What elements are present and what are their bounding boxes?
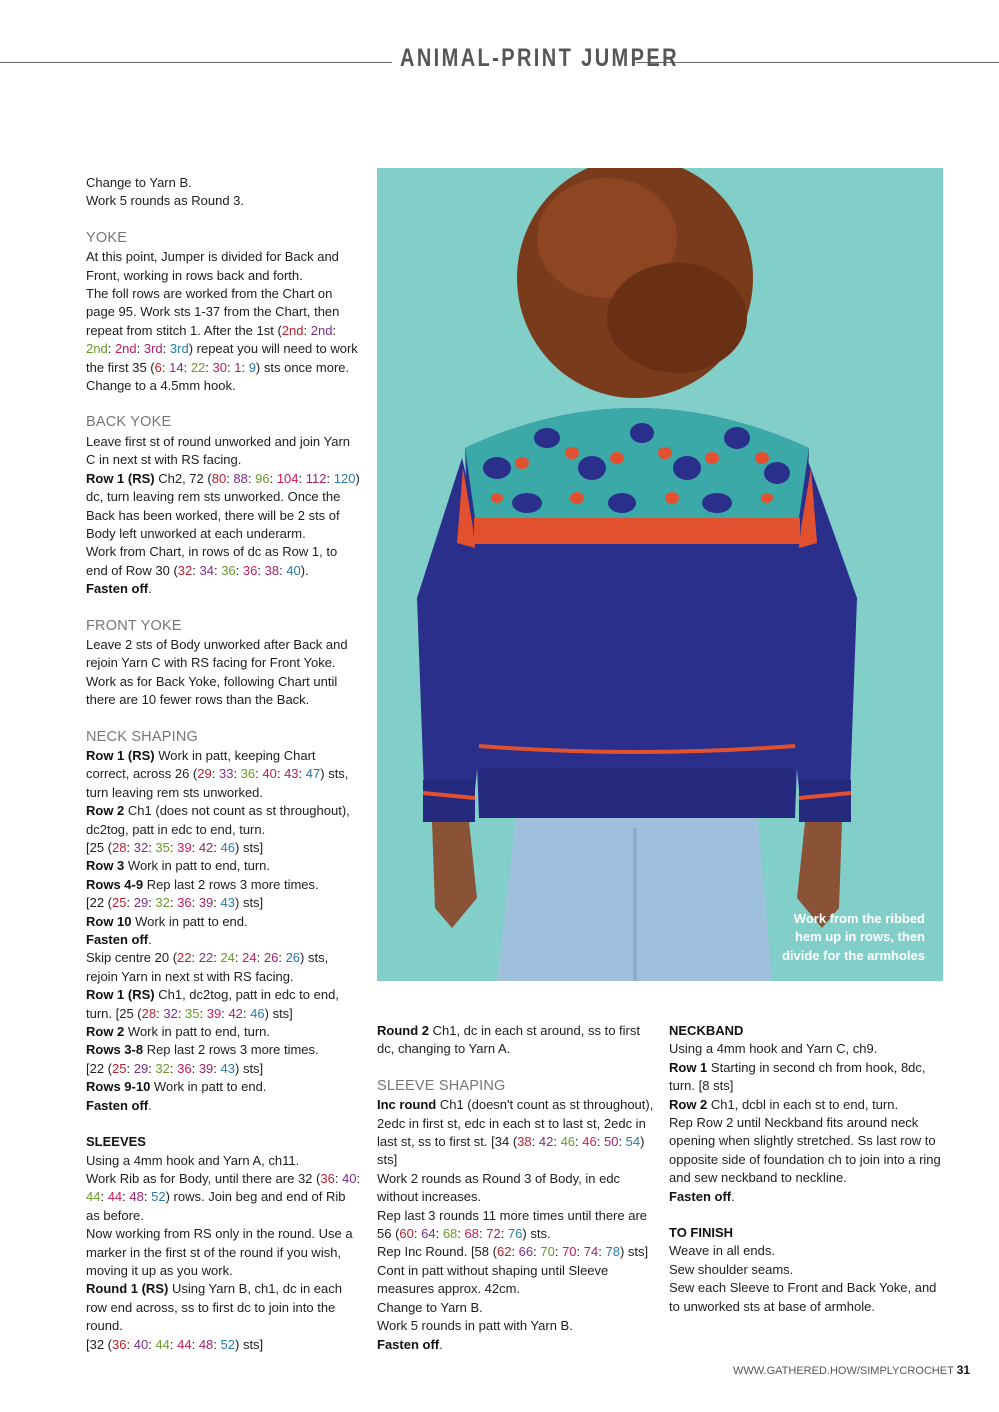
paragraph: Using a 4mm hook and Yarn A, ch11. xyxy=(86,1152,300,1168)
paragraph: Rep Row 2 until Neckband fits around neck opening when slightly stretched. Ss last row to opposite side of foundation ch to join into a ring and sew neckband to neckline. xyxy=(669,1115,941,1186)
paragraph: [22 (25: 29: 32: 36: 39: 43) sts] xyxy=(86,895,264,911)
paragraph: Skip centre 20 (22: 22: 24: 24: 26: 26) sts, rejoin Yarn in next st with RS facing. xyxy=(86,950,329,984)
paragraph: Rep last 3 rounds 11 more times until there are 56 (60: 64: 68: 68: 72: 76) sts. xyxy=(377,1207,648,1242)
paragraph: Work 5 rounds in patt with Yarn B. xyxy=(377,1318,573,1334)
page-number: 31 xyxy=(956,1363,971,1377)
paragraph: Row 2 Work in patt to end, turn. xyxy=(86,1024,271,1040)
paragraph: Work 2 rounds as Round 3 of Body, in edc without increases. xyxy=(377,1170,621,1205)
paragraph: Sew each Sleeve to Front and Back Yoke, and to unworked sts at base of armhole. xyxy=(669,1280,937,1314)
paragraph: Row 2 Ch1, dcbl in each st to end, turn. xyxy=(669,1096,899,1112)
paragraph: Sew shoulder seams. xyxy=(669,1261,794,1277)
paragraph: Change to a 4.5mm hook. xyxy=(86,378,236,394)
section-heading-back-yoke: BACK YOKE xyxy=(86,414,172,431)
paragraph: Using a 4mm hook and Yarn C, ch9. xyxy=(669,1041,878,1057)
chest-stripe xyxy=(474,518,800,544)
paragraph: The foll rows are worked from the Chart on page 95. Work sts 1-37 from the Chart, then repeat from stitch 1. After the 1st (2nd: 2nd: 2nd: 2nd: 3rd: 3rd) repeat you will need to work the first 35 (6: 14: 22: 30: 1: 9) sts once more. xyxy=(86,286,358,375)
paragraph: Now working from RS only in the round. Use a marker in the first st of the round if you wish, moving it up as you work. xyxy=(86,1226,353,1278)
paragraph: Row 3 Work in patt to end, turn. xyxy=(86,858,271,874)
section-heading-front-yoke: FRONT YOKE xyxy=(86,617,182,634)
paragraph: Fasten off. xyxy=(669,1188,735,1204)
paragraph: Fasten off. xyxy=(377,1336,443,1352)
section-heading-sleeve-shaping: SLEEVE SHAPING xyxy=(377,1077,506,1094)
paragraph: Work from Chart, in rows of dc as Row 1, to end of Row 30 (32: 34: 36: 36: 38: 40). xyxy=(86,544,338,578)
paragraph: Row 2 Ch1 (does not count as st throughout), dc2tog, patt in edc to end, turn. xyxy=(86,803,350,837)
paragraph: Cont in patt without shaping until Sleeve measures approx. 42cm. xyxy=(377,1262,609,1297)
paragraph: Rows 4-9 Rep last 2 rows 3 more times. xyxy=(86,876,319,892)
intro-line: Work 5 rounds as Round 3. xyxy=(86,193,245,209)
paragraph: Row 10 Work in patt to end. xyxy=(86,913,248,929)
photo-caption: Work from the ribbed hem up in rows, then divide for the armholes xyxy=(781,910,925,963)
paragraph: Row 1 Starting in second ch from hook, 8dc, turn. [8 sts] xyxy=(669,1059,926,1094)
paragraph: Row 1 (RS) Work in patt, keeping Chart correct, across 26 (29: 33: 36: 40: 43: 47) sts, turn leaving rem sts unworked. xyxy=(86,747,349,800)
paragraph: Row 1 (RS) Ch1, dc2tog, patt in edc to end, turn. [25 (28: 32: 35: 39: 42: 46) sts] xyxy=(86,987,339,1021)
footer-url: WWW.GATHERED.HOW/SIMPLYCROCHET xyxy=(733,1365,954,1377)
section-heading-neckband: NECKBAND xyxy=(669,1023,744,1038)
section-heading-yoke: YOKE xyxy=(86,229,128,246)
page-title: ANIMAL-PRINT JUMPER xyxy=(400,44,679,72)
section-heading-to-finish: TO FINISH xyxy=(669,1225,734,1241)
paragraph: Row 1 (RS) Ch2, 72 (80: 88: 96: 104: 112: 120) dc, turn leaving rem sts unworked. Once the Back has been worked, there will be 2 sts of Body left unworked at each underarm. xyxy=(86,470,360,541)
paragraph: Rep Inc Round. [58 (62: 66: 70: 70: 74: 78) sts] xyxy=(377,1244,649,1260)
header-rule-right xyxy=(636,62,999,63)
intro-line: Change to Yarn B. xyxy=(86,175,192,190)
paragraph: Fasten off. xyxy=(86,581,152,597)
column-middle xyxy=(377,1022,655,1354)
paragraph: Rows 9-10 Work in patt to end. xyxy=(86,1079,267,1095)
header-rule-left xyxy=(0,62,392,63)
paragraph: Rows 3-8 Rep last 2 rows 3 more times. xyxy=(86,1042,319,1058)
section-heading-sleeves: SLEEVES xyxy=(86,1134,146,1150)
section-heading-neck-shaping: NECK SHAPING xyxy=(86,728,198,745)
paragraph: Leave 2 sts of Body unworked after Back and rejoin Yarn C with RS facing for Front Yoke. Work as for Back Yoke, following Chart until there are 10 fewer rows than the Back. xyxy=(86,636,348,708)
paragraph: Fasten off. xyxy=(86,932,152,948)
paragraph: [32 (36: 40: 44: 44: 48: 52) sts] xyxy=(86,1336,264,1352)
paragraph: Work Rib as for Body, until there are 32 (36: 40: 44: 44: 48: 52) rows. Join beg and end of Rib as before. xyxy=(86,1170,361,1223)
page-footer xyxy=(733,1363,970,1377)
paragraph: Round 1 (RS) Using Yarn B, ch1, dc in each row end across, ss to first dc to join into the round. xyxy=(86,1281,342,1334)
column-left xyxy=(86,174,361,1354)
sweater-photo xyxy=(377,168,943,981)
paragraph: Change to Yarn B. xyxy=(377,1299,483,1315)
paragraph: [22 (25: 29: 32: 36: 39: 43) sts] xyxy=(86,1060,264,1076)
paragraph: Round 2 Ch1, dc in each st around, ss to first dc, changing to Yarn A. xyxy=(377,1023,640,1057)
column-right xyxy=(669,1022,945,1316)
paragraph: Leave first st of round unworked and join Yarn C in next st with RS facing. xyxy=(86,433,351,468)
hem-rib xyxy=(479,768,795,818)
sweater-illustration xyxy=(377,168,943,981)
left-hand xyxy=(432,822,477,928)
paragraph: Weave in all ends. xyxy=(669,1243,775,1259)
paragraph: Inc round Ch1 (doesn't count as st throughout), 2edc in first st, edc in each st to last st, 2edc in last st, ss to first st. [34 (38: 42: 46: 46: 50: 54) sts] xyxy=(377,1097,654,1168)
paragraph: [25 (28: 32: 35: 39: 42: 46) sts] xyxy=(86,840,264,855)
paragraph: At this point, Jumper is divided for Back and Front, working in rows back and forth. xyxy=(86,249,339,283)
paragraph: Fasten off. xyxy=(86,1097,152,1113)
